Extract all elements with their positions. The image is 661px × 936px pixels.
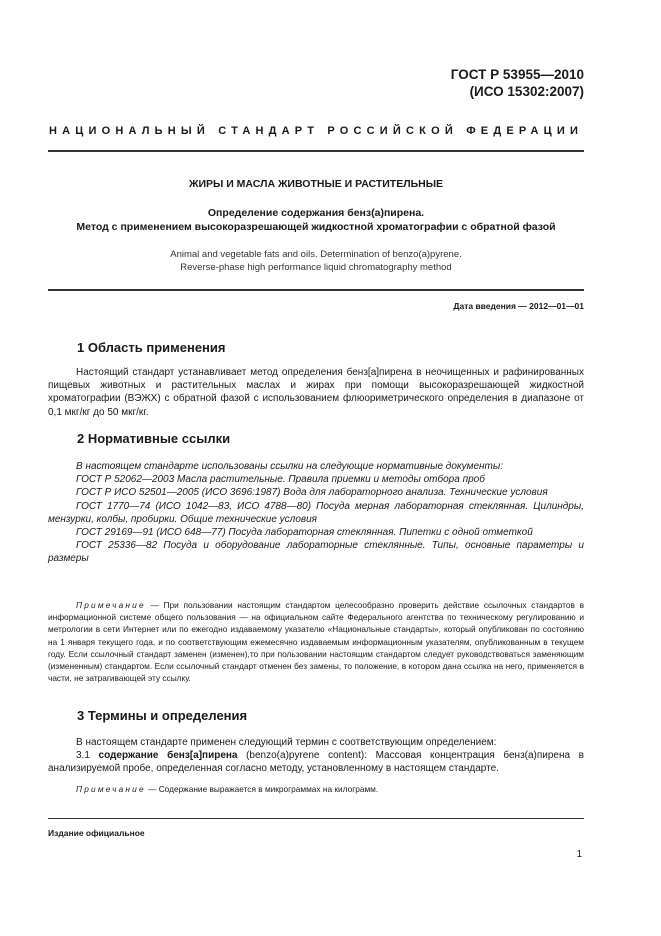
section-2-references [48, 460, 584, 566]
section-3-intro: В настоящем стандарте применен следующий термин с соответствующим определением: [76, 737, 497, 748]
term-text: (benzo(a)pyrene content): Массовая концентрация бенз(а)пирена в анализируемой пробе, определенная согласно методу, установленному в настоящем стандарте. [48, 750, 584, 775]
term-definition [48, 749, 584, 775]
term-name: содержание бенз[а]пирена [98, 750, 238, 762]
header-rule [48, 150, 584, 152]
english-title-line-1: Animal and vegetable fats and oils. Determination of benzo(a)pyrene. [170, 249, 462, 260]
section-3-heading: 3 Термины и определения [77, 708, 248, 723]
reference-item: ГОСТ 29169—91 (ИСО 648—77) Посуда лабораторная стеклянная. Пипетки с одной отметкой [76, 527, 533, 539]
subtitle-line-1: Определение содержания бенз(а)пирена. [207, 207, 425, 219]
term-number: 3.1 [76, 750, 99, 762]
reference-intro: В настоящем стандарте использованы ссылки на следующие нормативные документы: [76, 461, 503, 472]
note-text: — При пользовании настоящим стандартом целесообразно проверить действие ссылочных стандартов в информационной системе общего пользования — на официальном сайте Федерального агентства по техническому регулированию и метрологии в сети Интернет или по ежегодно издаваемому указателю «Национальные стандарты», который опубликован по состоянию на 1 января текущего года, и по соответствующим ежемесячно издаваемым информационным указателям, опубликованным в текущем году. Если ссылочный стандарт заменен (изменен),то при пользовании настоящим стандартом следует руководствоваться заменяющим (измененным) стандартом. Если ссылочный стандарт отменен без замены, то положение, в котором дана ссылка на него, применяется в части, не затрагивающей эту ссылку. [48, 600, 584, 684]
note-label: Примечание [76, 784, 146, 794]
edition-label: Издание официальное [48, 828, 145, 838]
document-subtitle [48, 206, 584, 234]
national-standard-heading: НАЦИОНАЛЬНЫЙ СТАНДАРТ РОССИЙСКОЙ ФЕДЕРАЦИИ [48, 125, 584, 137]
page-number: 1 [576, 849, 582, 860]
reference-item: ГОСТ 1770—74 (ИСО 1042—83, ИСО 4788—80) Посуда мерная лабораторная стеклянная. Цилиндры, мензурки, колбы, пробирки. Общие технические условия [48, 500, 584, 525]
english-title [48, 248, 584, 274]
footer-rule [48, 818, 584, 819]
section-3-body [48, 736, 584, 776]
section-2-heading: 2 Нормативные ссылки [77, 431, 231, 446]
standard-number-block [451, 66, 584, 100]
iso-number: (ИСО 15302:2007) [469, 84, 584, 99]
document-title: ЖИРЫ И МАСЛА ЖИВОТНЫЕ И РАСТИТЕЛЬНЫЕ [188, 178, 444, 190]
section-1-paragraph: Настоящий стандарт устанавливает метод определения бенз[а]пирена в неочищенных и рафинированных пищевых животных и растительных маслах и жирах при помощи высокоразрешающей жидкостной хроматографии (ВЭЖХ) с обратной фазой с использованием флюориметрического определения в диапазоне от 0,1 мкг/кг до 50 мкг/кг. [48, 367, 584, 418]
english-title-line-2: Reverse-phase high performance liquid chromatography method [180, 262, 452, 273]
note-label: Примечание [76, 600, 146, 610]
note-text: — Содержание выражается в микрограммах на килограмм. [145, 784, 379, 794]
reference-item: ГОСТ Р 52062—2003 Масла растительные. Правила приемки и методы отбора проб [76, 474, 485, 486]
reference-item: ГОСТ Р ИСО 52501—2005 (ИСО 3696:1987) Вода для лабораторного анализа. Технические условия [76, 487, 548, 499]
section-1-body [48, 366, 584, 419]
reference-item: ГОСТ 25336—82 Посуда и оборудование лабораторные стеклянные. Типы, основные параметры и размеры [48, 540, 584, 565]
standard-number: ГОСТ Р 53955—2010 [450, 67, 584, 82]
introduction-date: Дата введения — 2012—01—01 [453, 301, 584, 311]
section-1-heading: 1 Область применения [77, 340, 226, 355]
section-3-note [48, 783, 584, 795]
title-rule [48, 289, 584, 291]
subtitle-line-2: Метод с применением высокоразрешающей жидкостной хроматографии с обратной фазой [76, 221, 556, 233]
section-2-note [48, 599, 584, 684]
